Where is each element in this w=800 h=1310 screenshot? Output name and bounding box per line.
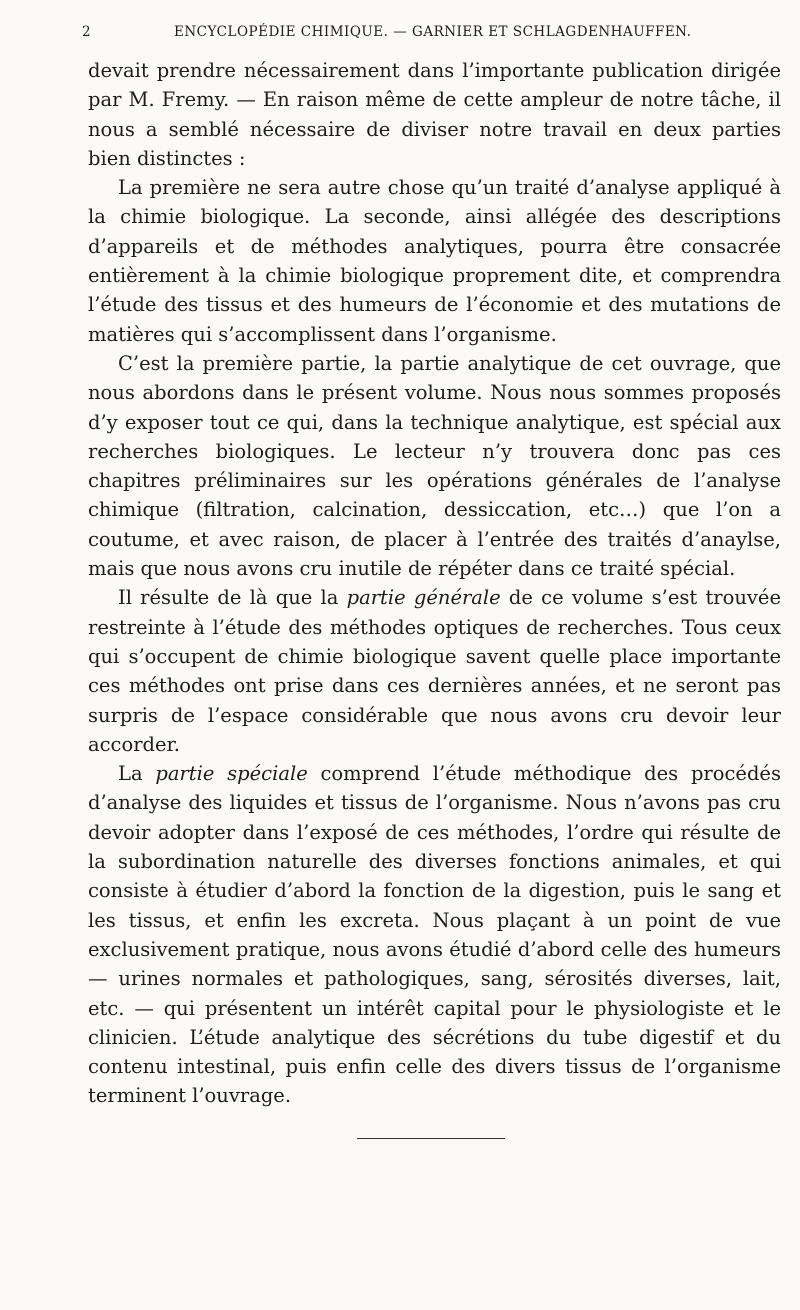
emphasis-partie-speciale: partie spéciale [155,762,308,786]
paragraph-4-text-start: Il résulte de là que la [118,586,347,610]
page-number: 2 [82,24,92,40]
running-head-title: ENCYCLOPÉDIE CHIMIQUE. — GARNIER ET SCHLAGDENHAUFFEN. [174,24,692,40]
emphasis-partie-generale: partie générale [346,586,501,610]
paragraph-2: La première ne sera autre chose qu’un traité d’analyse appliqué à la chimie biologique. La seconde, ainsi allégée des descriptions d’appareils et de méthodes analytiques, pourra être consacrée entièrement à la chimie biologique proprement dite, et comprendra l’étude des tissus et des humeurs de l’économie et des mutations de matières qui s’accomplissent dans l’organisme. [88,176,781,346]
paragraph-5 [88,759,781,1111]
section-end-rule [357,1138,505,1139]
body-text [88,56,781,1111]
running-head [82,24,782,46]
paragraph-4 [88,583,781,759]
paragraph-3: C’est la première partie, la partie analytique de cet ouvrage, que nous abordons dans le présent volume. Nous nous sommes proposés d’y exposer tout ce qui, dans la technique analytique, est spécial aux recherches biologiques. Le lecteur n’y trouvera donc pas ces chapitres préliminaires sur les opérations générales de l’analyse chimique (filtration, calcination, dessiccation, etc…) que l’on a coutume, et avec raison, de placer à l’entrée des traités d’anaylse, mais que nous avons cru inutile de répéter dans ce traité spécial. [88,351,781,581]
paragraph-5-text-end: comprend l’étude méthodique des procédés d’analyse des liquides et tissus de l’organisme. Nous n’avons pas cru devoir adopter dans l’exposé de ces méthodes, l’ordre qui résulte de la subordination naturelle des diverses fonctions animales, et qui consiste à étudier d’abord la fonction de la digestion, puis le sang et les tissus, et enfin les excreta. Nous plaçant à un point de vue exclusivement pratique, nous avons étudié d’abord celle des humeurs — urines normales et pathologiques, sang, sérosités diverses, lait, etc. — qui présentent un intérêt capital pour le physiologiste et le clinicien. L’étude analytique des sécrétions du tube digestif et du contenu intestinal, puis enfin celle des divers tissus de l’organisme terminent l’ouvrage. [88,762,781,1108]
paragraph-1: devait prendre nécessairement dans l’importante publication dirigée par M. Fremy. — En raison même de cette ampleur de notre tâche, il nous a semblé nécessaire de diviser notre travail en deux parties bien distinctes : [88,59,781,170]
paragraph-5-text-start: La [118,762,156,786]
paragraph-4-text-end: de ce volume s’est trouvée restreinte à l’étude des méthodes optiques de recherches. Tous ceux qui s’occupent de chimie biologique savent quelle place importante ces méthodes ont prise dans ces dernières années, et ne seront pas surpris de l’espace considérable que nous avons cru devoir leur accorder. [88,586,782,756]
